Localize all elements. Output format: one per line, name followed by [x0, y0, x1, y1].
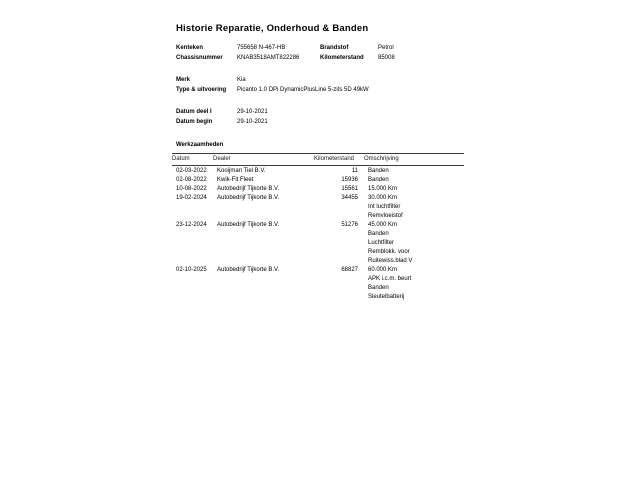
chassisnummer-label: Chassisnummer	[176, 54, 223, 61]
kenteken-value: 755658 N-467-HB	[237, 45, 286, 51]
row-omschrijving: 60.000 Km APK i.c.m. beurt Banden Sleutelbatterij	[368, 267, 412, 300]
kilometerstand-label: Kilometerstand	[320, 54, 364, 61]
column-header-omschrijving: Omschrijving	[364, 156, 399, 162]
row-dealer: Autobedrijf Tijkorte B.V.	[217, 222, 280, 228]
kenteken-label: Kenteken	[176, 45, 204, 51]
row-dealer: Kooijman Tiel B.V.	[217, 168, 266, 174]
column-header-datum: Datum	[172, 156, 190, 162]
merk-value: Kia	[237, 77, 246, 83]
row-datum: 23-12-2024	[176, 222, 207, 228]
werkzaamheden-table	[172, 153, 464, 302]
datum-begin-value: 29-10-2021	[237, 118, 268, 125]
row-datum: 19-02-2024	[176, 195, 207, 201]
row-kilometerstand: 15936	[341, 177, 358, 183]
row-dealer: Autobedrijf Tijkorte B.V.	[217, 195, 280, 201]
row-datum: 10-08-2022	[176, 186, 207, 192]
werkzaamheden-section-title: Werkzaamheden	[176, 142, 224, 148]
datum-begin-label: Datum begin	[176, 118, 213, 125]
row-datum: 02-03-2022	[176, 168, 207, 174]
vehicle-dates-block	[176, 108, 464, 127]
table-row	[172, 221, 464, 266]
type-uitvoering-label: Type & uitvoering	[176, 86, 227, 93]
table-row	[172, 185, 464, 194]
row-omschrijving: Banden	[368, 168, 389, 174]
brandstof-label: Brandstof	[320, 45, 349, 51]
page-title: Historie Reparatie, Onderhoud & Banden	[176, 23, 369, 34]
column-header-dealer: Dealer	[213, 156, 231, 162]
history-document	[172, 22, 464, 302]
row-dealer: Kwik-Fit Fleet	[217, 177, 254, 183]
row-kilometerstand: 68827	[341, 267, 358, 273]
row-dealer: Autobedrijf Tijkorte B.V.	[217, 186, 280, 192]
row-dealer: Autobedrijf Tijkorte B.V.	[217, 267, 280, 273]
table-row	[172, 167, 464, 176]
table-row	[172, 176, 464, 185]
table-header-row	[172, 154, 464, 166]
vehicle-identification-block	[176, 44, 464, 63]
merk-label: Merk	[176, 77, 191, 83]
row-kilometerstand: 34455	[341, 195, 358, 201]
vehicle-model-block	[176, 76, 464, 95]
chassisnummer-value: KNAB3518AMT822286	[237, 54, 300, 61]
row-datum: 02-10-2025	[176, 267, 207, 273]
row-kilometerstand: 11	[351, 168, 358, 174]
datum-deel1-value: 29-10-2021	[237, 109, 268, 115]
type-uitvoering-value: Picanto 1.0 DPi DynamicPlusLine 5-zits 5D 49kW	[237, 86, 369, 93]
table-row	[172, 194, 464, 221]
row-kilometerstand: 15561	[341, 186, 358, 192]
datum-deel1-label: Datum deel I	[176, 109, 212, 115]
row-datum: 02-08-2022	[176, 177, 207, 183]
row-omschrijving: Banden	[368, 177, 389, 183]
row-omschrijving: 45.000 Km Banden Luchtfilter Remblokk. voor Ruitewiss.blad V	[368, 222, 413, 264]
row-kilometerstand: 51276	[341, 222, 358, 228]
table-row	[172, 266, 464, 302]
kilometerstand-value: 85008	[378, 54, 395, 61]
brandstof-value: Petrol	[378, 45, 394, 51]
row-omschrijving: 15.000 Km	[368, 186, 398, 192]
table-body	[172, 166, 464, 302]
row-omschrijving: 30.000 Km Int luchtfilter Remvloeistof	[368, 195, 403, 219]
column-header-kilometerstand: Kilometerstand	[313, 156, 354, 162]
